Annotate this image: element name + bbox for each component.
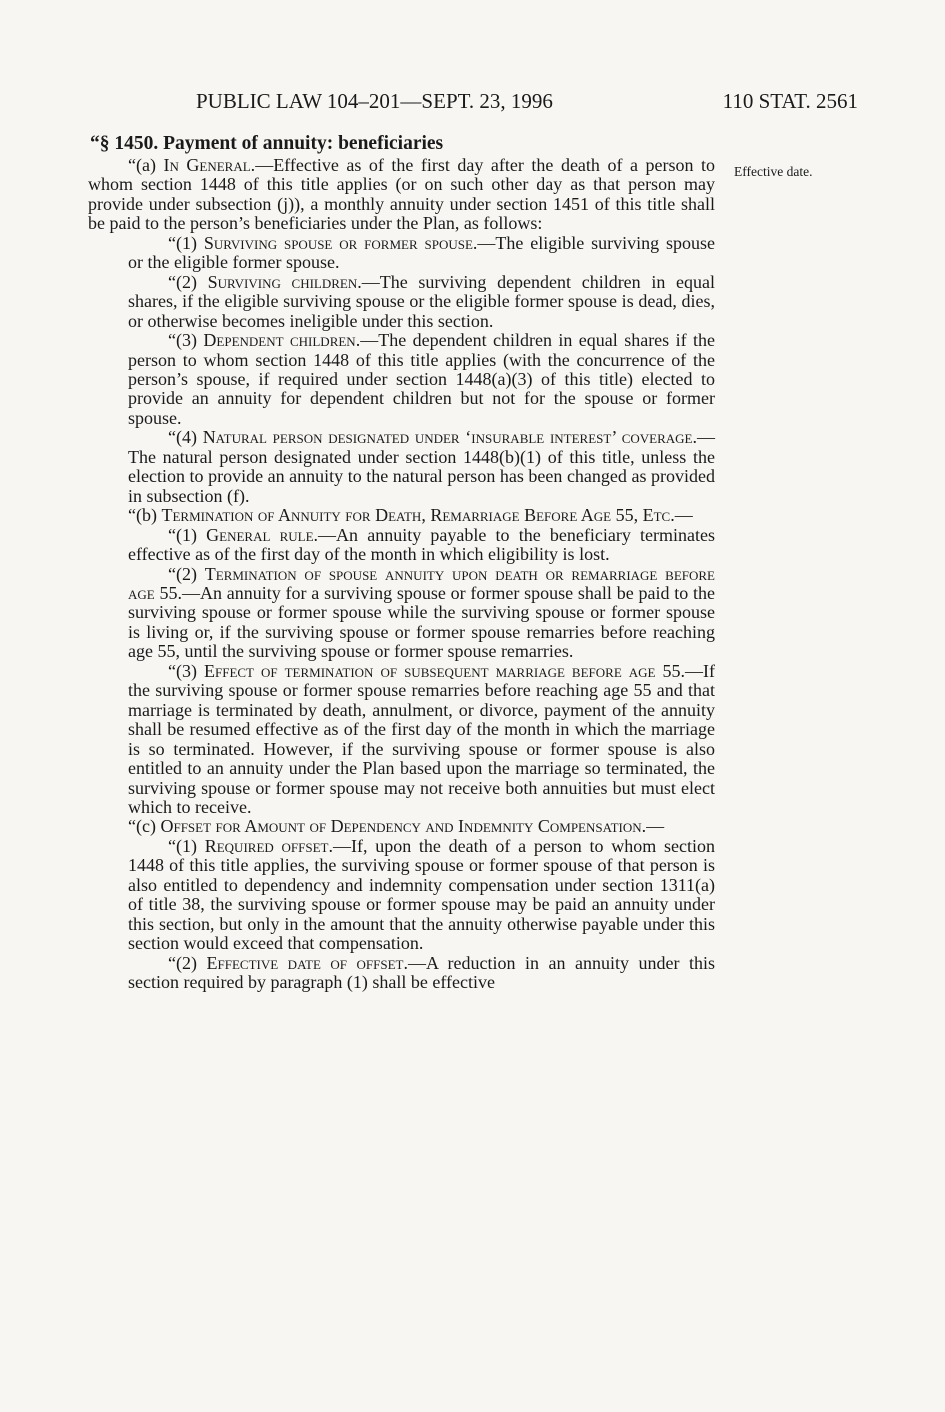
paragraph-a2: “(2) Surviving children.—The surviving dependent children in equal shares, if the eligible surviving spouse or the eligible former spouse is dead, dies, or otherwise becomes ineligible under this section. bbox=[128, 271, 715, 331]
margin-note: Effective date. bbox=[734, 164, 813, 179]
paragraph-c1: “(1) Required offset.—If, upon the death of a person to whom section 1448 of this title applies, the surviving spouse or former spouse of that person is also entitled to dependency and indemnity compensation under section 1311(a) of title 38, the surviving spouse or former spouse may be paid an annuity under this section, but only in the amount that the annuity otherwise payable under this section would exceed that compensation. bbox=[128, 835, 715, 954]
paragraph-b3: “(3) Effect of termination of subsequent marriage before age 55.—If the surviving spouse or former spouse remarries before reaching age 55 and that marriage is terminated by death, annulment, or divorce, payment of the annuity shall be resumed effective as of the first day of the month in which the marriage is so terminated. However, if the surviving spouse or former spouse is also entitled to an annuity under the Plan based upon the marriage so terminated, the surviving spouse or former spouse may not receive both annuities but must elect which to receive. bbox=[128, 660, 715, 817]
section-body bbox=[88, 156, 715, 992]
section-title: “§ 1450. Payment of annuity: beneficiaries bbox=[90, 133, 444, 154]
statute-page-number: 110 STAT. 2561 bbox=[722, 89, 858, 113]
paragraph-a4: “(4) Natural person designated under ‘insurable interest’ coverage.—The natural person designated under section 1448(b)(1) of this title, unless the election to provide an annuity to the natural person has been changed as provided in subsection (f). bbox=[128, 427, 715, 506]
subsection-c: “(c) Offset for Amount of Dependency and Indemnity Compensation.— bbox=[128, 816, 665, 837]
subsection-b: “(b) Termination of Annuity for Death, Remarriage Before Age 55, Etc.— bbox=[128, 505, 693, 526]
paragraph-c2: “(2) Effective date of offset.—A reduction in an annuity under this section required by paragraph (1) shall be effective bbox=[128, 952, 716, 993]
paragraph-a1: “(1) Surviving spouse or former spouse.—The eligible surviving spouse or the eligible former spouse. bbox=[128, 232, 716, 273]
paragraph-b1: “(1) General rule.—An annuity payable to the beneficiary terminates effective as of the first day of the month in which eligibility is lost. bbox=[128, 524, 715, 565]
paragraph-a3: “(3) Dependent children.—The dependent children in equal shares if the person to whom section 1448 of this title applies (with the concurrence of the person’s spouse, if required under section 1448(a)(3) of this title) elected to provide an annuity for dependent children but not for the spouse or former spouse. bbox=[128, 330, 715, 428]
subsection-a: “(a) In General.—Effective as of the first day after the death of a person to whom section 1448 of this title applies (or on such other day as that person may provide under subsection (j)), a monthly annuity under section 1451 of this title shall be paid to the person’s beneficiaries under the Plan, as follows: bbox=[88, 155, 715, 234]
paragraph-b2: “(2) Termination of spouse annuity upon death or remarriage before age 55.—An annuity for a surviving spouse or former spouse shall be paid to the surviving spouse or former spouse while the surviving spouse or former spouse is living or, if the surviving spouse or former spouse remarries before reaching age 55, until the surviving spouse or former spouse remarries. bbox=[128, 563, 715, 662]
public-law-citation: PUBLIC LAW 104–201—SEPT. 23, 1996 bbox=[196, 89, 553, 113]
running-header bbox=[196, 86, 858, 116]
